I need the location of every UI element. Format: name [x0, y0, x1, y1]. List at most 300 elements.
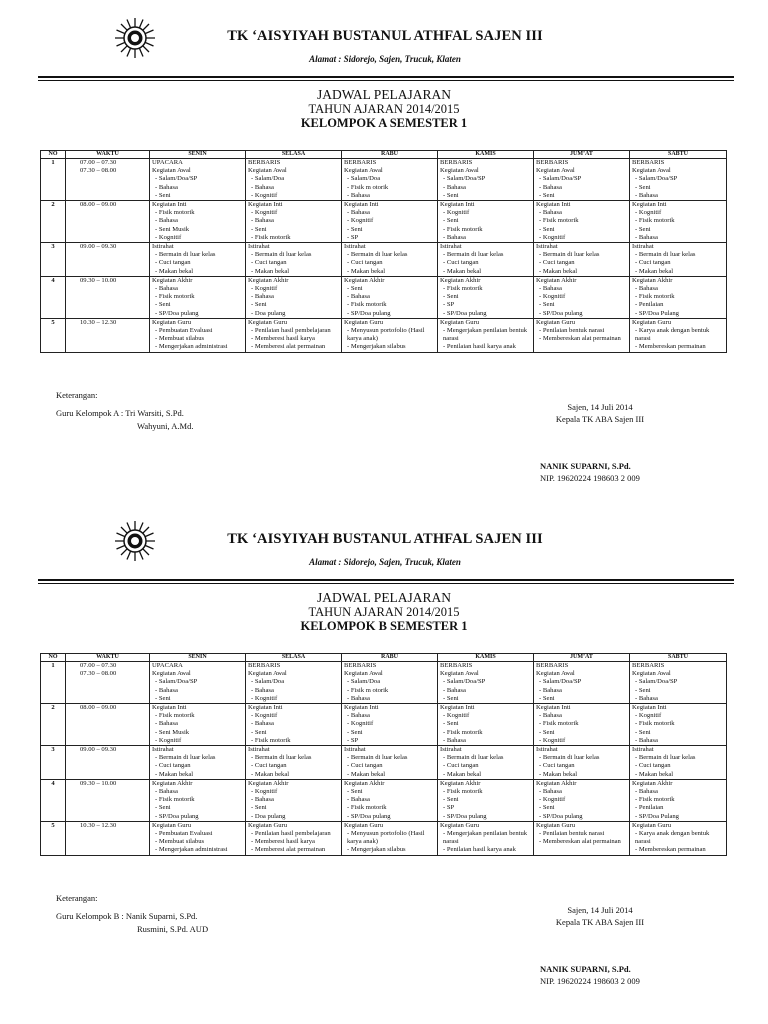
activity-cell	[534, 159, 630, 201]
activity-item: - SP/Doa pulang	[344, 310, 435, 318]
column-header: NO	[41, 151, 66, 159]
time-cell	[66, 201, 150, 243]
activity-item: - Bahasa	[536, 184, 627, 192]
activity-cell	[630, 243, 727, 277]
activity-opening: BERBARIS	[536, 662, 569, 669]
activity-item: - SP/Doa pulang	[344, 813, 435, 821]
page-title: JADWAL PELAJARAN	[316, 590, 452, 605]
activity-item: - Bahasa	[440, 234, 531, 242]
activity-item: - Seni	[536, 804, 627, 812]
activity-heading: Istirahat	[248, 746, 270, 754]
activity-heading: Istirahat	[632, 746, 654, 754]
school-name: TK ‘AISYIYAH BUSTANUL ATHFAL SAJEN III	[227, 531, 543, 547]
activity-item: - Kognitif	[632, 712, 724, 720]
activity-heading: Kegiatan Guru	[152, 821, 191, 829]
activity-item: - Fisik motorik	[344, 301, 435, 309]
activity-item: - Seni	[152, 804, 243, 812]
activity-heading: Kegiatan Guru	[632, 821, 671, 829]
activity-item: - Makan bekal	[536, 771, 627, 779]
signature-place-date: Sajen, 14 Juli 2014	[567, 402, 633, 412]
activity-item: - Bahasa	[248, 184, 339, 192]
activity-item: - Seni	[440, 796, 531, 804]
activity-cell	[342, 662, 438, 704]
activity-item: - SP	[344, 234, 435, 242]
activity-item: - Bahasa	[632, 285, 724, 293]
activity-item: - Cuci tangan	[152, 259, 243, 267]
activity-item: - Bahasa	[344, 192, 435, 200]
activity-item: - Kognitif	[536, 293, 627, 301]
activity-opening: BERBARIS	[632, 159, 665, 166]
time-slot: 07.00 – 07.30	[80, 662, 117, 669]
row-number: 2	[41, 704, 66, 746]
activity-cell	[534, 318, 630, 352]
table-row	[41, 276, 727, 318]
time-cell	[66, 821, 150, 855]
activity-item: - Seni	[344, 729, 435, 737]
time-cell	[66, 276, 150, 318]
activity-cell	[438, 318, 534, 352]
activity-item: - Karya anak dengan bentuk narasi	[632, 327, 724, 343]
activity-item: - Bermain di luar kelas	[344, 251, 435, 259]
activity-heading: Kegiatan Guru	[248, 318, 287, 326]
activity-cell	[150, 779, 246, 821]
activity-item: - Seni Musik	[152, 729, 243, 737]
activity-item: - Kognitif	[344, 720, 435, 728]
activity-heading: Kegiatan Inti	[632, 704, 667, 712]
column-header: SABTU	[630, 151, 727, 159]
activity-item: - Bahasa	[248, 720, 339, 728]
activity-heading: Istirahat	[344, 243, 366, 251]
schedule-table	[40, 653, 727, 856]
activity-item: - Membereskan permainan	[632, 343, 724, 351]
table-row	[41, 779, 727, 821]
activity-cell	[150, 276, 246, 318]
activity-cell	[438, 704, 534, 746]
activity-item: - Cuci tangan	[440, 259, 531, 267]
activity-heading: Kegiatan Awal	[344, 670, 383, 678]
activity-heading: Kegiatan Guru	[440, 318, 479, 326]
activity-cell	[630, 779, 727, 821]
activity-item: - Fisik motorik	[632, 720, 724, 728]
activity-item: - Kognitif	[248, 788, 339, 796]
time-cell	[66, 704, 150, 746]
table-header-row	[41, 151, 727, 159]
activity-item: - Seni	[344, 285, 435, 293]
activity-heading: Kegiatan Awal	[440, 167, 479, 175]
row-number: 4	[41, 779, 66, 821]
header-rule	[38, 579, 734, 581]
header-rule-thin	[38, 80, 734, 81]
activity-heading: Kegiatan Guru	[248, 821, 287, 829]
activity-cell	[150, 821, 246, 855]
activity-item: - Seni	[440, 720, 531, 728]
time-slot: 08.00 – 09.00	[80, 201, 117, 209]
activity-item: - Memberesi alat permainan	[248, 846, 339, 854]
activity-item: - Seni	[248, 804, 339, 812]
time-cell	[66, 243, 150, 277]
activity-heading: Kegiatan Akhir	[536, 779, 577, 787]
activity-item: - Fisik motorik	[440, 729, 531, 737]
activity-item: - Seni	[248, 301, 339, 309]
activity-item: - Doa pulang	[248, 310, 339, 318]
activity-cell	[246, 243, 342, 277]
activity-item: - Fisik m otorik	[344, 687, 435, 695]
activity-cell	[630, 662, 727, 704]
table-row	[41, 821, 727, 855]
notes-label: Keterangan:	[56, 390, 98, 400]
activity-heading: Kegiatan Akhir	[248, 276, 289, 284]
activity-item: - Seni	[344, 788, 435, 796]
activity-heading: Kegiatan Awal	[152, 167, 191, 175]
activity-item: - Bahasa	[344, 695, 435, 703]
activity-item: - Salam/Doa/SP	[536, 678, 627, 686]
activity-item: - SP/Doa Pulang	[632, 310, 724, 318]
activity-item: - Salam/Doa/SP	[440, 678, 531, 686]
activity-item: - Bahasa	[632, 234, 724, 242]
row-number: 5	[41, 821, 66, 855]
activity-item: - Kognitif	[536, 796, 627, 804]
activity-cell	[246, 779, 342, 821]
activity-item: - Bahasa	[632, 788, 724, 796]
time-slot: 07.00 – 07.30	[80, 159, 117, 166]
activity-cell	[630, 704, 727, 746]
activity-item: - Fisik motorik	[536, 217, 627, 225]
activity-item: - Kognitif	[248, 712, 339, 720]
activity-item: - Bahasa	[152, 788, 243, 796]
activity-opening: UPACARA	[152, 662, 183, 669]
column-header: JUM’AT	[534, 654, 630, 662]
activity-item: - Kognitif	[248, 695, 339, 703]
activity-item: - Bahasa	[344, 712, 435, 720]
activity-item: - Fisik motorik	[632, 293, 724, 301]
activity-item: - Seni	[440, 192, 531, 200]
table-row	[41, 746, 727, 780]
activity-item: - Makan bekal	[248, 771, 339, 779]
activity-item: - Penilaian hasil karya anak	[440, 846, 531, 854]
teachers-line-2: Rusmini, S.Pd. AUD	[137, 924, 209, 934]
activity-item: - Makan bekal	[248, 268, 339, 276]
activity-heading: Kegiatan Akhir	[152, 276, 193, 284]
signature-nip: NIP. 19620224 198603 2 009	[540, 473, 640, 483]
activity-item: - Seni	[152, 695, 243, 703]
activity-opening: BERBARIS	[440, 662, 473, 669]
activity-opening: BERBARIS	[344, 159, 377, 166]
activity-item: - Salam/Doa	[344, 678, 435, 686]
activity-item: - Bahasa	[632, 737, 724, 745]
activity-heading: Kegiatan Awal	[536, 670, 575, 678]
activity-item: - Bahasa	[248, 293, 339, 301]
activity-item: - Seni	[632, 226, 724, 234]
activity-item: - Membuat silabus	[152, 838, 243, 846]
activity-item: - Kognitif	[248, 285, 339, 293]
activity-item: - Cuci tangan	[536, 762, 627, 770]
activity-item: - Penilaian	[632, 804, 724, 812]
signature-title: Kepala TK ABA Sajen III	[555, 414, 645, 424]
activity-item: - Bermain di luar kelas	[152, 754, 243, 762]
activity-heading: Istirahat	[344, 746, 366, 754]
activity-cell	[342, 779, 438, 821]
activity-cell	[534, 779, 630, 821]
activity-cell	[438, 201, 534, 243]
header-rule	[38, 76, 734, 78]
activity-item: - Mengerjakan silabus	[344, 846, 435, 854]
activity-item: - Bermain di luar kelas	[440, 251, 531, 259]
activity-item: - Bahasa	[440, 737, 531, 745]
activity-item: - Kognitif	[440, 712, 531, 720]
activity-cell	[534, 746, 630, 780]
activity-heading: Kegiatan Inti	[440, 201, 475, 209]
activity-item: - Menyusun portofolio (Hasil karya anak)	[344, 327, 435, 343]
activity-item: - Salam/Doa/SP	[632, 175, 724, 183]
row-number: 1	[41, 662, 66, 704]
activity-item: - Cuci tangan	[632, 762, 724, 770]
activity-item: - Cuci tangan	[248, 762, 339, 770]
activity-item: - Bermain di luar kelas	[248, 251, 339, 259]
activity-opening: BERBARIS	[632, 662, 665, 669]
activity-item: - Doa pulang	[248, 813, 339, 821]
activity-item: - Seni	[440, 293, 531, 301]
activity-heading: Kegiatan Inti	[536, 201, 571, 209]
activity-opening: BERBARIS	[248, 662, 281, 669]
activity-cell	[534, 201, 630, 243]
activity-item: - Memberesi hasil karya	[248, 838, 339, 846]
time-cell	[66, 779, 150, 821]
activity-item: - Bahasa	[632, 192, 724, 200]
activity-item: - Membuat silabus	[152, 335, 243, 343]
activity-heading: Istirahat	[632, 243, 654, 251]
activity-item: - Salam/Doa/SP	[152, 678, 243, 686]
activity-item: - Fisik motorik	[152, 796, 243, 804]
activity-heading: Istirahat	[152, 243, 174, 251]
table-row	[41, 318, 727, 352]
activity-item: - Makan bekal	[152, 771, 243, 779]
activity-opening: UPACARA	[152, 159, 183, 166]
notes-label: Keterangan:	[56, 893, 98, 903]
group-semester: KELOMPOK B SEMESTER 1	[300, 619, 468, 633]
activity-item: - Seni	[536, 192, 627, 200]
activity-item: - Kognitif	[536, 234, 627, 242]
activity-cell	[438, 276, 534, 318]
time-slot: 10.30 – 12.30	[80, 318, 117, 326]
activity-item: - Bahasa	[248, 217, 339, 225]
activity-heading: Kegiatan Akhir	[632, 276, 673, 284]
activity-item: - Bahasa	[344, 796, 435, 804]
time-slot: 09.00 – 09.30	[80, 243, 117, 251]
activity-item: - Fisik motorik	[248, 234, 339, 242]
activity-item: - Cuci tangan	[248, 259, 339, 267]
activity-item: - Penilaian hasil karya anak	[440, 343, 531, 351]
activity-cell	[534, 243, 630, 277]
activity-item: - Seni	[152, 192, 243, 200]
activity-item: - Cuci tangan	[632, 259, 724, 267]
signature-title: Kepala TK ABA Sajen III	[555, 917, 645, 927]
activity-cell	[150, 243, 246, 277]
activity-item: - Makan bekal	[344, 268, 435, 276]
activity-item: - Mengerjakan administrasi	[152, 846, 243, 854]
activity-item: - Makan bekal	[440, 268, 531, 276]
activity-cell	[246, 821, 342, 855]
activity-item: - Seni	[152, 301, 243, 309]
time-cell	[66, 159, 150, 201]
row-number: 5	[41, 318, 66, 352]
activity-item: - Menyusun portofolio (Hasil karya anak)	[344, 830, 435, 846]
activity-item: - Bermain di luar kelas	[248, 754, 339, 762]
activity-item: - Bahasa	[152, 217, 243, 225]
activity-item: - Mengerjakan silabus	[344, 343, 435, 351]
activity-heading: Kegiatan Inti	[440, 704, 475, 712]
activity-item: - Bermain di luar kelas	[344, 754, 435, 762]
activity-item: - Fisik motorik	[632, 217, 724, 225]
activity-heading: Kegiatan Akhir	[344, 779, 385, 787]
activity-item: - Seni	[632, 184, 724, 192]
activity-item: - Bahasa	[152, 720, 243, 728]
activity-item: - Bahasa	[536, 712, 627, 720]
activity-heading: Kegiatan Akhir	[152, 779, 193, 787]
activity-item: - Cuci tangan	[440, 762, 531, 770]
activity-item: - Memberesi alat permainan	[248, 343, 339, 351]
activity-item: - Makan bekal	[440, 771, 531, 779]
activity-item: - Kognitif	[152, 234, 243, 242]
activity-heading: Kegiatan Guru	[152, 318, 191, 326]
activity-opening: BERBARIS	[248, 159, 281, 166]
activity-item: - Seni	[536, 301, 627, 309]
activity-item: - Bahasa	[152, 285, 243, 293]
activity-item: - Bahasa	[536, 687, 627, 695]
activity-item: - Cuci tangan	[344, 259, 435, 267]
column-header: KAMIS	[438, 151, 534, 159]
activity-item: - SP/Doa pulang	[440, 310, 531, 318]
activity-item: - Salam/Doa/SP	[440, 175, 531, 183]
activity-heading: Kegiatan Awal	[344, 167, 383, 175]
activity-cell	[342, 159, 438, 201]
row-number: 2	[41, 201, 66, 243]
activity-heading: Istirahat	[440, 746, 462, 754]
time-slot: 09.30 – 10.00	[80, 276, 117, 284]
activity-item: - Mengerjakan penilaian bentuk narasi	[440, 830, 531, 846]
column-header: SENIN	[150, 654, 246, 662]
activity-item: - Fisik motorik	[152, 712, 243, 720]
time-slot: 10.30 – 12.30	[80, 821, 117, 829]
activity-item: - Salam/Doa/SP	[152, 175, 243, 183]
activity-item: - Makan bekal	[152, 268, 243, 276]
activity-item: - Salam/Doa	[344, 175, 435, 183]
academic-year: TAHUN AJARAN 2014/2015	[308, 102, 460, 116]
activity-item: - SP/Doa pulang	[536, 813, 627, 821]
activity-item: - Kognitif	[632, 209, 724, 217]
activity-item: - Salam/Doa/SP	[632, 678, 724, 686]
activity-item: - SP	[440, 804, 531, 812]
activity-cell	[246, 704, 342, 746]
activity-item: - Fisik motorik	[536, 720, 627, 728]
activity-heading: Kegiatan Akhir	[632, 779, 673, 787]
activity-heading: Kegiatan Guru	[536, 318, 575, 326]
activity-cell	[150, 159, 246, 201]
activity-item: - Mengerjakan penilaian bentuk narasi	[440, 327, 531, 343]
activity-item: - Kognitif	[152, 737, 243, 745]
activity-item: - Bahasa	[344, 209, 435, 217]
activity-cell	[438, 243, 534, 277]
activity-item: - SP	[440, 301, 531, 309]
activity-heading: Kegiatan Guru	[536, 821, 575, 829]
activity-item: - Bahasa	[344, 293, 435, 301]
activity-heading: Istirahat	[152, 746, 174, 754]
activity-item: - Fisik motorik	[344, 804, 435, 812]
activity-heading: Kegiatan Inti	[344, 704, 379, 712]
activity-heading: Kegiatan Awal	[440, 670, 479, 678]
activity-item: - Memberesi hasil karya	[248, 335, 339, 343]
activity-item: - Kognitif	[536, 737, 627, 745]
activity-item: - Penilaian	[632, 301, 724, 309]
activity-item: - SP/Doa pulang	[440, 813, 531, 821]
activity-opening: BERBARIS	[344, 662, 377, 669]
schedule-table	[40, 150, 727, 353]
activity-item: - Kognitif	[248, 192, 339, 200]
schedule-page	[0, 503, 768, 1015]
signature-name: NANIK SUPARNI, S.Pd.	[540, 461, 631, 471]
activity-item: - Penilaian hasil pembelajaran	[248, 830, 339, 838]
activity-cell	[246, 159, 342, 201]
time-cell	[66, 662, 150, 704]
sun-emblem-icon	[113, 16, 157, 60]
activity-item: - Bahasa	[536, 285, 627, 293]
column-header: SELASA	[246, 151, 342, 159]
time-cell	[66, 318, 150, 352]
activity-item: - Seni	[536, 226, 627, 234]
activity-item: - Bahasa	[632, 695, 724, 703]
activity-heading: Kegiatan Inti	[248, 704, 283, 712]
activity-item: - Bahasa	[536, 209, 627, 217]
activity-item: - Bermain di luar kelas	[632, 754, 724, 762]
activity-item: - Fisik motorik	[632, 796, 724, 804]
activity-item: - Bahasa	[440, 184, 531, 192]
activity-heading: Kegiatan Inti	[344, 201, 379, 209]
activity-item: - Pembuatan Evaluasi	[152, 327, 243, 335]
activity-item: - Seni	[344, 226, 435, 234]
activity-heading: Kegiatan Awal	[248, 670, 287, 678]
column-header: RABU	[342, 654, 438, 662]
activity-item: - Seni	[536, 695, 627, 703]
activity-heading: Kegiatan Inti	[152, 704, 187, 712]
activity-cell	[438, 779, 534, 821]
activity-cell	[438, 821, 534, 855]
activity-cell	[246, 746, 342, 780]
activity-item: - Bahasa	[440, 687, 531, 695]
activity-heading: Kegiatan Guru	[440, 821, 479, 829]
activity-cell	[534, 704, 630, 746]
activity-item: - Fisik motorik	[440, 788, 531, 796]
activity-cell	[246, 318, 342, 352]
signature-name: NANIK SUPARNI, S.Pd.	[540, 964, 631, 974]
activity-cell	[438, 746, 534, 780]
academic-year: TAHUN AJARAN 2014/2015	[308, 605, 460, 619]
header-rule-thin	[38, 583, 734, 584]
row-number: 4	[41, 276, 66, 318]
activity-item: - Mengerjakan administrasi	[152, 343, 243, 351]
activity-cell	[534, 821, 630, 855]
signature-nip: NIP. 19620224 198603 2 009	[540, 976, 640, 986]
activity-cell	[150, 662, 246, 704]
activity-cell	[342, 704, 438, 746]
activity-item: - Seni	[248, 226, 339, 234]
activity-cell	[534, 276, 630, 318]
activity-item: - SP/Doa pulang	[152, 813, 243, 821]
table-row	[41, 201, 727, 243]
activity-cell	[246, 201, 342, 243]
table-row	[41, 243, 727, 277]
activity-item: - Fisik motorik	[248, 737, 339, 745]
activity-item: - Cuci tangan	[152, 762, 243, 770]
activity-cell	[342, 821, 438, 855]
